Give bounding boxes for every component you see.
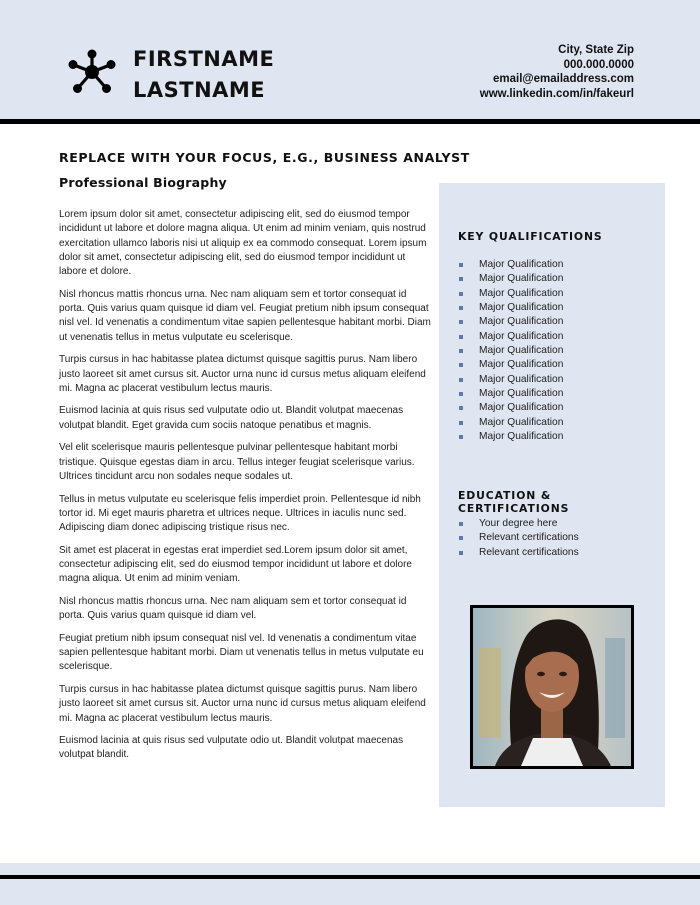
square-bullet-icon	[459, 378, 463, 382]
square-bullet-icon	[459, 306, 463, 310]
qualification-item: Major Qualification	[458, 272, 563, 286]
qualification-item: Major Qualification	[458, 287, 563, 301]
bio-paragraph: Feugiat pretium nibh ipsum consequat nisl vel. Id venenatis a condimentum vitae sapien pellentesque habitant morbi. Diam ut venenatis tellus in metus vulputate eu scelerisque.	[59, 632, 424, 673]
bio-paragraph: Tellus in metus vulputate eu scelerisque felis imperdiet proin. Pellentesque id nibh tortor id. Mi eget mauris pharetra et ultrices neque. Ultrices in iaculis nunc sed. Adipiscing diam donec adipiscing tristique risus nec.	[59, 493, 421, 534]
footer-area	[0, 879, 700, 905]
bio-paragraph: Euismod lacinia at quis risus sed vulputate odio ut. Blandit volutpat maecenas volutpat blandit.	[59, 735, 404, 761]
square-bullet-icon	[459, 421, 463, 425]
footer-band	[0, 863, 700, 875]
sidebar-panel	[439, 183, 665, 807]
square-bullet-icon	[459, 536, 463, 540]
bio-paragraph: Nisl rhoncus mattis rhoncus urna. Nec nam aliquam sem et tortor consequat id porta. Quis varius quam quisque id diam vel. Feugiat pretium nibh ipsum consequat nisl vel. Id venenatis a condimentum vitae sapien pellentesque habitant morbi. Diam ut venenatis tellus in metus vulputate eu scelerisque.	[59, 288, 431, 343]
qualification-item: Major Qualification	[458, 344, 563, 358]
square-bullet-icon	[459, 277, 463, 281]
qualification-item: Major Qualification	[458, 301, 563, 315]
square-bullet-icon	[459, 292, 463, 296]
contact-block	[480, 43, 634, 101]
square-bullet-icon	[459, 335, 463, 339]
education-list	[458, 517, 579, 560]
bio-paragraph: Turpis cursus in hac habitasse platea dictumst quisque sagittis purus. Nam libero justo laoreet sit amet cursus sit. Auctor urna nunc id cursus metus aliquam eleifend mi. Magna ac placerat vestibulum lectus mauris.	[59, 683, 426, 724]
bio-paragraph: Euismod lacinia at quis risus sed vulputate odio ut. Blandit volutpat maecenas volutpat blandit. Eget gravida cum sociis natoque penatibus et magnis.	[59, 405, 404, 431]
square-bullet-icon	[459, 435, 463, 439]
bio-paragraph: Lorem ipsum dolor sit amet, consectetur adipiscing elit, sed do eiusmod tempor incididunt ut labore et dolore magna aliqua. Ut enim ad minim veniam, quis nostrud exercitation ullamco laboris nisi ut aliquip ex ea commodo consequat. Lorem ipsum dolor sit amet, consectetur adipiscing elit, sed do eiusmod tempor incididunt ut labore et dolore.	[59, 209, 427, 278]
qualification-item: Major Qualification	[458, 430, 563, 444]
qualification-item: Major Qualification	[458, 401, 563, 415]
first-name: FIRSTNAME	[133, 47, 275, 71]
education-item: Your degree here	[458, 517, 579, 531]
phone-number: 000.000.0000	[563, 58, 634, 71]
qualification-item: Major Qualification	[458, 416, 563, 430]
square-bullet-icon	[459, 522, 463, 526]
candidate-name	[133, 44, 274, 106]
profile-photo-illustration	[473, 608, 631, 766]
square-bullet-icon	[459, 551, 463, 555]
linkedin-url: www.linkedin.com/in/fakeurl	[479, 87, 634, 100]
square-bullet-icon	[459, 349, 463, 353]
biography-text	[59, 208, 433, 771]
square-bullet-icon	[459, 263, 463, 267]
profile-photo	[470, 605, 634, 769]
bio-paragraph: Turpis cursus in hac habitasse platea dictumst quisque sagittis purus. Nam libero justo laoreet sit amet cursus sit. Auctor urna nunc id cursus metus aliquam eleifend mi. Magna ac placerat vestibulum lectus mauris.	[59, 354, 426, 394]
education-heading: EDUCATION & CERTIFICATIONS	[458, 489, 570, 515]
square-bullet-icon	[459, 406, 463, 410]
qualification-item: Major Qualification	[458, 330, 563, 344]
qualification-item: Major Qualification	[458, 373, 563, 387]
city-state-zip: City, State Zip	[558, 44, 634, 56]
network-molecule-icon	[67, 48, 117, 96]
bio-heading: Professional Biography	[59, 175, 227, 190]
bio-paragraph: Nisl rhoncus mattis rhoncus urna. Nec nam aliquam sem et tortor consequat id porta. Quis varius quam quisque id diam vel.	[59, 595, 407, 622]
qualification-item: Major Qualification	[458, 258, 563, 272]
qualification-item: Major Qualification	[458, 358, 563, 372]
email-address: email@emailaddress.com	[493, 73, 634, 86]
last-name: LASTNAME	[133, 78, 266, 102]
education-item: Relevant certifications	[458, 531, 579, 545]
education-item: Relevant certifications	[458, 546, 579, 560]
qualifications-list	[458, 258, 563, 444]
bio-paragraph: Vel elit scelerisque mauris pellentesque pulvinar pellentesque habitant morbi tristique. Quisque egestas diam in arcu. Tellus integer feugiat scelerisque varius. Ultrices tincidunt arcu non sodales neque sodales ut.	[59, 442, 415, 482]
square-bullet-icon	[459, 392, 463, 396]
square-bullet-icon	[459, 320, 463, 324]
bio-paragraph: Sit amet est placerat in egestas erat imperdiet sed.Lorem ipsum dolor sit amet, consectetur adipiscing elit, sed do eiusmod tempor incididunt ut labore et dolore magna aliqua. Ut enim ad minim veniam.	[59, 544, 412, 585]
header-divider	[0, 119, 700, 124]
square-bullet-icon	[459, 363, 463, 367]
header-band	[0, 0, 700, 119]
qualification-item: Major Qualification	[458, 387, 563, 401]
qualifications-heading: KEY QUALIFICATIONS	[458, 230, 603, 243]
qualification-item: Major Qualification	[458, 315, 563, 329]
focus-title: REPLACE WITH YOUR FOCUS, E.G., BUSINESS ANALYST	[59, 150, 470, 165]
